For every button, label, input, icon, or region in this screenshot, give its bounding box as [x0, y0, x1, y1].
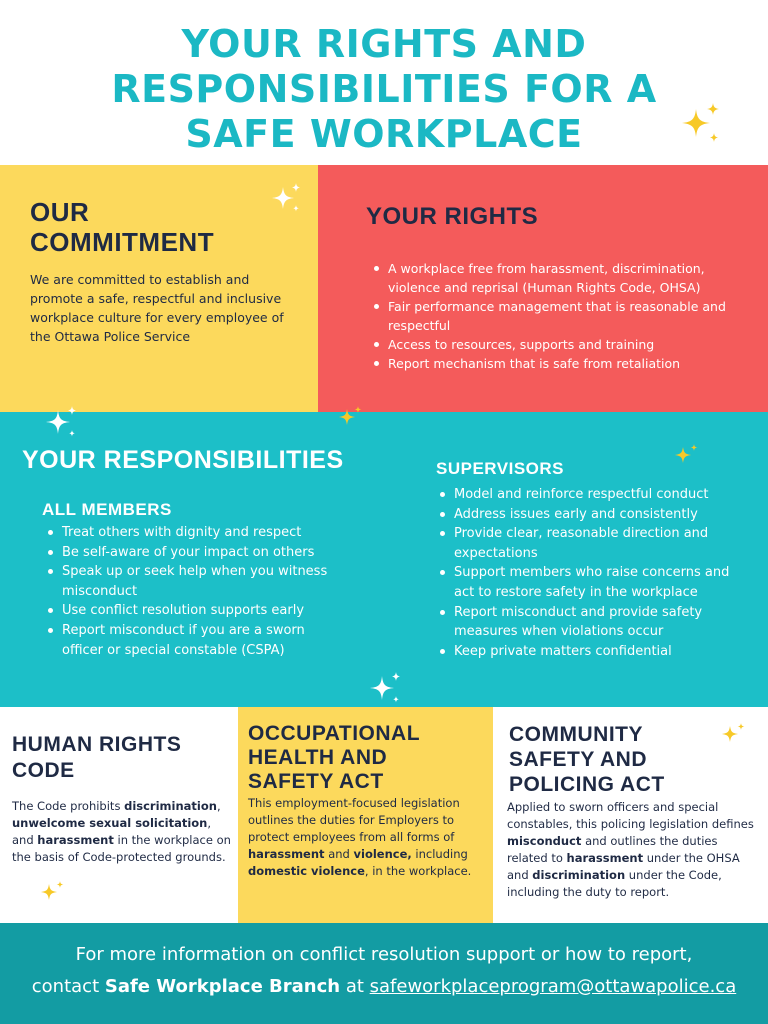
list-item: Address issues early and consistently [438, 505, 738, 525]
sparkle-icon [268, 181, 304, 217]
email-link[interactable]: safeworkplaceprogram@ottawapolice.ca [369, 976, 737, 997]
list-item: Treat others with dignity and respect [46, 523, 346, 543]
supervisors-list [438, 485, 738, 661]
list-item: Speak up or seek help when you witness misconduct [46, 562, 346, 601]
cspa-heading: COMMUNITY SAFETY AND POLICING ACT [509, 723, 665, 796]
sparkle-icon [719, 721, 747, 749]
sparkle-icon [672, 442, 700, 470]
sparkle-icon [678, 101, 724, 147]
list-item: Support members who raise concerns and act to restore safety in the workplace [438, 563, 738, 602]
human-rights-code-panel [0, 707, 238, 923]
list-item: Fair performance management that is reasonable and respectful [372, 297, 742, 335]
sparkle-icon [38, 879, 66, 907]
list-item: Access to resources, supports and training [372, 335, 742, 354]
list-item: Report misconduct and provide safety measures when violations occur [438, 603, 738, 642]
cspa-text: Applied to sworn officers and special constables, this policing legislation defines misconduct and outlines the duties related to harassment under the OHSA and discrimination under the Code, including the duty to report. [507, 800, 754, 899]
list-item: Use conflict resolution supports early [46, 601, 346, 621]
responsibilities-panel [0, 412, 768, 707]
all-members-list [46, 523, 346, 660]
list-item: Model and reinforce respectful conduct [438, 485, 738, 505]
list-item: Report misconduct if you are a sworn officer or special constable (CSPA) [46, 621, 346, 660]
human-rights-code-heading: HUMAN RIGHTS CODE [12, 733, 182, 782]
commitment-text: We are committed to establish and promote a safe, respectful and inclusive workplace culture for every employee of the Ottawa Police Service [30, 272, 284, 344]
rights-panel [318, 165, 768, 412]
ohsa-text: This employment-focused legislation outlines the duties for Employers to protect employees from all forms of harassment and violence, including domestic violence, in the workplace. [248, 796, 472, 878]
all-members-heading: ALL MEMBERS [42, 500, 172, 519]
supervisors-heading: SUPERVISORS [436, 459, 565, 478]
list-item: Provide clear, reasonable direction and expectations [438, 524, 738, 563]
footer-contact-text: contact Safe Workplace Branch at safeworkplaceprogram@ottawapolice.ca [31, 976, 737, 997]
footer-info-text: For more information on conflict resolution support or how to report, [75, 944, 693, 965]
rights-heading: YOUR RIGHTS [366, 203, 539, 230]
sparkle-icon [366, 670, 404, 708]
responsibilities-heading: YOUR RESPONSIBILITIES [22, 446, 344, 474]
list-item: Keep private matters confidential [438, 642, 738, 662]
ohsa-panel [238, 707, 493, 923]
sparkle-icon [42, 404, 80, 442]
human-rights-code-text: The Code prohibits discrimination, unwelcome sexual solicitation, and harassment in the workplace on the basis of Code-protected grounds. [12, 799, 231, 864]
rights-list [372, 259, 742, 373]
commitment-panel [0, 165, 318, 412]
branch-name: Safe Workplace Branch [104, 976, 341, 997]
page-title: YOUR RIGHTS AND RESPONSIBILITIES FOR A SAFE WORKPLACE [111, 22, 657, 156]
ohsa-heading: OCCUPATIONAL HEALTH AND SAFETY ACT [248, 722, 421, 793]
list-item: Report mechanism that is safe from retaliation [372, 354, 742, 373]
footer [0, 923, 768, 1024]
list-item: A workplace free from harassment, discrimination, violence and reprisal (Human Rights Code, OHSA) [372, 259, 742, 297]
header [0, 0, 768, 165]
list-item: Be self-aware of your impact on others [46, 543, 346, 563]
cspa-panel [493, 707, 768, 923]
sparkle-icon [336, 404, 364, 432]
commitment-heading: OUR COMMITMENT [30, 197, 215, 257]
